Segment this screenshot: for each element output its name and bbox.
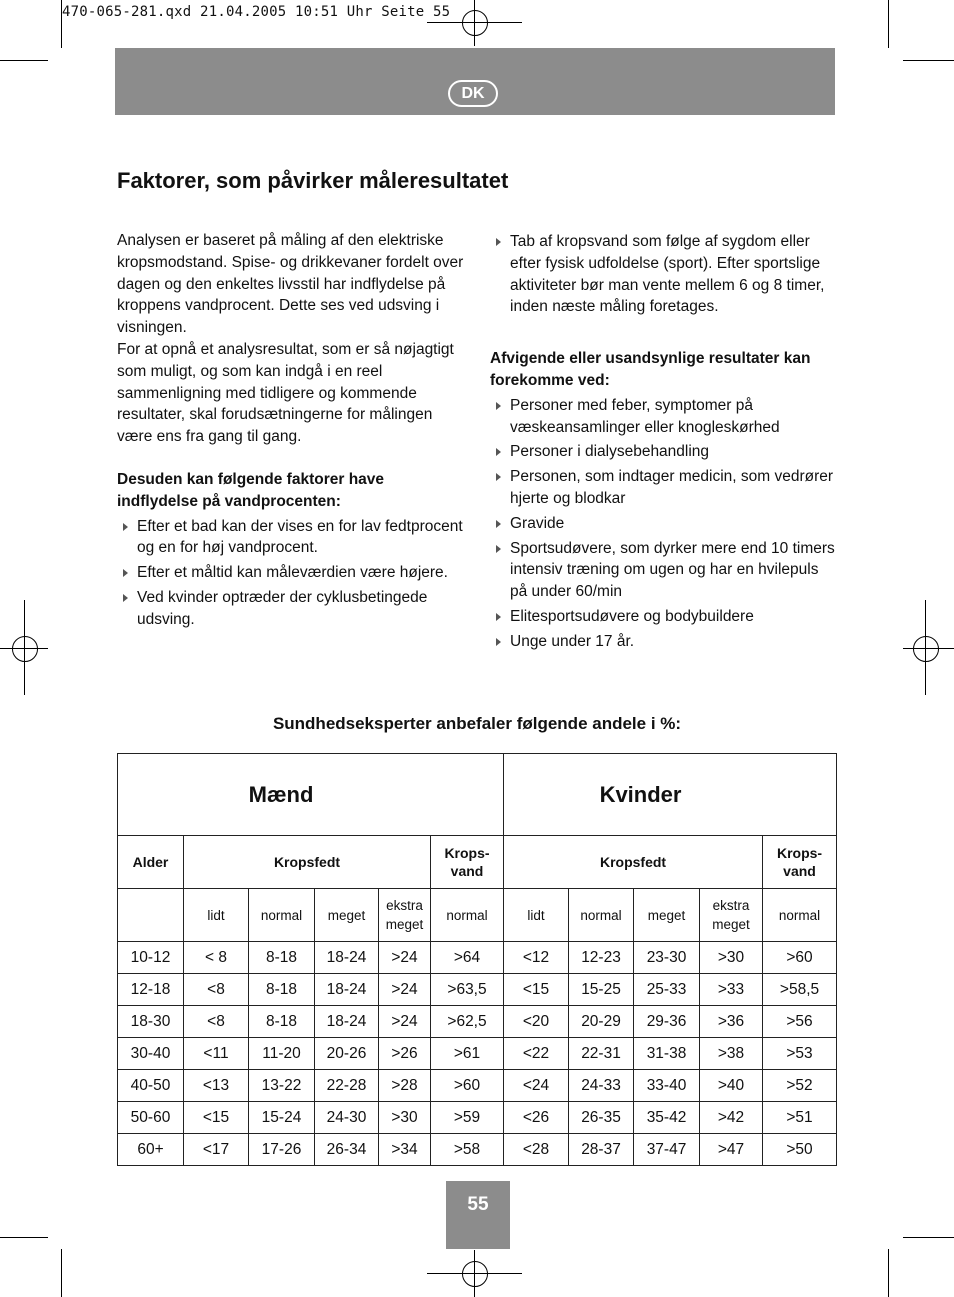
value-cell: < 8 <box>184 942 249 974</box>
value-cell: 20-29 <box>569 1006 634 1038</box>
value-cell: <20 <box>504 1006 569 1038</box>
sub-header-cell: normal <box>249 889 315 942</box>
deviating-results-subheading: Afvigende eller usandsynlige resultater kan forekomme ved: <box>490 350 811 389</box>
table-body <box>118 942 837 1166</box>
value-cell: >42 <box>700 1102 763 1134</box>
value-cell: 11-20 <box>249 1038 315 1070</box>
arrow-bullet-icon <box>123 523 128 531</box>
table-row <box>118 1006 837 1038</box>
page-number: 55 <box>446 1181 510 1249</box>
age-cell: 40-50 <box>118 1070 184 1102</box>
value-cell: 24-33 <box>569 1070 634 1102</box>
value-cell: 8-18 <box>249 942 315 974</box>
body-fat-column-header: Kropsfedt <box>504 836 763 889</box>
age-cell: 30-40 <box>118 1038 184 1070</box>
age-column-header: Alder <box>118 836 184 889</box>
list-item: Sportsudøvere, som dyrker mere end 10 timers intensiv træning om ugen og har en hvilepuls på under 60/min <box>490 538 835 603</box>
value-cell: <26 <box>504 1102 569 1134</box>
age-cell: 50-60 <box>118 1102 184 1134</box>
sub-header-cell: normal <box>569 889 634 942</box>
value-cell: >61 <box>431 1038 504 1070</box>
value-cell: >63,5 <box>431 974 504 1006</box>
arrow-bullet-icon <box>496 238 501 246</box>
crop-mark <box>903 60 954 61</box>
language-badge: DK <box>448 80 498 107</box>
value-cell: 37-47 <box>634 1134 700 1166</box>
body-composition-table <box>117 753 837 1166</box>
value-cell: >47 <box>700 1134 763 1166</box>
sub-header-cell: meget <box>315 889 379 942</box>
value-cell: >50 <box>763 1134 837 1166</box>
sub-header-cell: normal <box>763 889 837 942</box>
value-cell: >53 <box>763 1038 837 1070</box>
list-item: Personer med feber, symptomer på væskeansamlinger eller knogleskørhed <box>490 395 835 439</box>
age-cell: 18-30 <box>118 1006 184 1038</box>
body-water-column-header: Krops- vand <box>763 836 837 889</box>
arrow-bullet-icon <box>496 638 501 646</box>
table-row <box>118 1134 837 1166</box>
sub-header-cell: meget <box>634 889 700 942</box>
value-cell: >52 <box>763 1070 837 1102</box>
table-row <box>118 1070 837 1102</box>
crop-mark <box>888 1249 889 1297</box>
value-cell: >30 <box>700 942 763 974</box>
arrow-bullet-icon <box>123 569 128 577</box>
value-cell: >62,5 <box>431 1006 504 1038</box>
registration-circle <box>12 636 38 662</box>
list-item: Ved kvinder optræder der cyklusbetingede udsving. <box>117 587 467 631</box>
value-cell: 26-35 <box>569 1102 634 1134</box>
value-cell: >30 <box>379 1102 431 1134</box>
value-cell: 31-38 <box>634 1038 700 1070</box>
value-cell: >33 <box>700 974 763 1006</box>
value-cell: <24 <box>504 1070 569 1102</box>
value-cell: 18-24 <box>315 942 379 974</box>
value-cell: <22 <box>504 1038 569 1070</box>
arrow-bullet-icon <box>496 613 501 621</box>
value-cell: 12-23 <box>569 942 634 974</box>
value-cell: >60 <box>431 1070 504 1102</box>
list-item: Efter et måltid kan måleværdien være højere. <box>117 562 467 584</box>
value-cell: >38 <box>700 1038 763 1070</box>
body-water-column-header: Krops- vand <box>431 836 504 889</box>
value-cell: 20-26 <box>315 1038 379 1070</box>
print-slug: 470-065-281.qxd 21.04.2005 10:51 Uhr Seite 55 <box>62 4 451 20</box>
list-item: Unge under 17 år. <box>490 631 835 653</box>
value-cell: >24 <box>379 974 431 1006</box>
registration-circle <box>913 636 939 662</box>
value-cell: 15-25 <box>569 974 634 1006</box>
left-column <box>117 230 467 631</box>
list-item: Gravide <box>490 513 835 535</box>
page-title: Faktorer, som påvirker måleresultatet <box>117 168 509 193</box>
empty-cell <box>118 889 184 942</box>
registration-circle <box>462 10 488 36</box>
table-row <box>118 1102 837 1134</box>
table-row <box>118 974 837 1006</box>
crop-mark <box>0 1237 48 1238</box>
list-item: Personen, som indtager medicin, som vedrører hjerte og blodkar <box>490 466 835 510</box>
age-cell: 10-12 <box>118 942 184 974</box>
crop-mark <box>888 0 889 48</box>
crop-mark <box>61 0 62 48</box>
value-cell: <15 <box>504 974 569 1006</box>
value-cell: <12 <box>504 942 569 974</box>
value-cell: >26 <box>379 1038 431 1070</box>
crop-mark <box>61 1249 62 1297</box>
value-cell: >56 <box>763 1006 837 1038</box>
sub-header-cell: ekstra meget <box>379 889 431 942</box>
value-cell: 8-18 <box>249 1006 315 1038</box>
factors-list <box>117 516 467 631</box>
list-item: Elitesportsudøvere og bodybuildere <box>490 606 835 628</box>
value-cell: <17 <box>184 1134 249 1166</box>
value-cell: 24-30 <box>315 1102 379 1134</box>
table-row <box>118 1038 837 1070</box>
value-cell: 17-26 <box>249 1134 315 1166</box>
value-cell: <11 <box>184 1038 249 1070</box>
table-heading: Sundhedseksperter anbefaler følgende andele i %: <box>272 714 682 733</box>
value-cell: 23-30 <box>634 942 700 974</box>
arrow-bullet-icon <box>496 473 501 481</box>
women-header: Kvinder <box>504 754 837 836</box>
list-item: Personer i dialysebehandling <box>490 441 835 463</box>
value-cell: <15 <box>184 1102 249 1134</box>
value-cell: 18-24 <box>315 974 379 1006</box>
table-row <box>118 836 837 889</box>
list-item: Tab af kropsvand som følge af sygdom eller efter fysisk udfoldelse (sport). Efter sportslige aktiviteter bør man vente mellem 6 og 8 timer, inden næste måling foretages. <box>490 231 835 318</box>
value-cell: >64 <box>431 942 504 974</box>
value-cell: >24 <box>379 942 431 974</box>
value-cell: 28-37 <box>569 1134 634 1166</box>
value-cell: 18-24 <box>315 1006 379 1038</box>
registration-circle <box>462 1261 488 1287</box>
value-cell: 33-40 <box>634 1070 700 1102</box>
crop-mark <box>0 60 48 61</box>
sub-header-cell: normal <box>431 889 504 942</box>
value-cell: >28 <box>379 1070 431 1102</box>
arrow-bullet-icon <box>123 594 128 602</box>
intro-paragraph: Analysen er baseret på måling af den elektriske kropsmodstand. Spise- og drikkevaner fordelt over dagen og den enkeltes livsstil har indflydelse på kroppens vandprocent. Dette ses ved udsving i visningen. <box>117 232 464 337</box>
value-cell: 35-42 <box>634 1102 700 1134</box>
arrow-bullet-icon <box>496 448 501 456</box>
table-row <box>118 754 837 836</box>
list-item: Efter et bad kan der vises en for lav fedtprocent og en for høj vandprocent. <box>117 516 467 560</box>
arrow-bullet-icon <box>496 520 501 528</box>
value-cell: 22-28 <box>315 1070 379 1102</box>
value-cell: >51 <box>763 1102 837 1134</box>
arrow-bullet-icon <box>496 402 501 410</box>
value-cell: >34 <box>379 1134 431 1166</box>
value-cell: >59 <box>431 1102 504 1134</box>
age-cell: 12-18 <box>118 974 184 1006</box>
value-cell: <28 <box>504 1134 569 1166</box>
value-cell: >40 <box>700 1070 763 1102</box>
right-column <box>490 231 835 653</box>
value-cell: 15-24 <box>249 1102 315 1134</box>
sub-header-cell: lidt <box>184 889 249 942</box>
value-cell: >36 <box>700 1006 763 1038</box>
value-cell: 8-18 <box>249 974 315 1006</box>
water-loss-list <box>490 231 835 318</box>
value-cell: <13 <box>184 1070 249 1102</box>
value-cell: <8 <box>184 974 249 1006</box>
sub-header-cell: lidt <box>504 889 569 942</box>
value-cell: 25-33 <box>634 974 700 1006</box>
arrow-bullet-icon <box>496 545 501 553</box>
value-cell: <8 <box>184 1006 249 1038</box>
value-cell: >58,5 <box>763 974 837 1006</box>
factors-subheading: Desuden kan følgende faktorer have indflydelse på vandprocenten: <box>117 470 385 510</box>
value-cell: >24 <box>379 1006 431 1038</box>
value-cell: 26-34 <box>315 1134 379 1166</box>
crop-mark <box>903 1237 954 1238</box>
table-row <box>118 889 837 942</box>
value-cell: 29-36 <box>634 1006 700 1038</box>
table-row <box>118 942 837 974</box>
age-cell: 60+ <box>118 1134 184 1166</box>
accuracy-paragraph: For at opnå et analysresultat, som er så nøjagtigt som muligt, og som kan indgå i en reel sammenligning med tidligere og kommende resultater, skal forudsætningerne for målingen være ens fra gang til gang. <box>117 340 454 446</box>
sub-header-cell: ekstra meget <box>700 889 763 942</box>
deviating-results-list <box>490 395 835 653</box>
value-cell: >58 <box>431 1134 504 1166</box>
value-cell: >60 <box>763 942 837 974</box>
value-cell: 13-22 <box>249 1070 315 1102</box>
body-fat-column-header: Kropsfedt <box>184 836 431 889</box>
men-header: Mænd <box>118 754 504 836</box>
value-cell: 22-31 <box>569 1038 634 1070</box>
